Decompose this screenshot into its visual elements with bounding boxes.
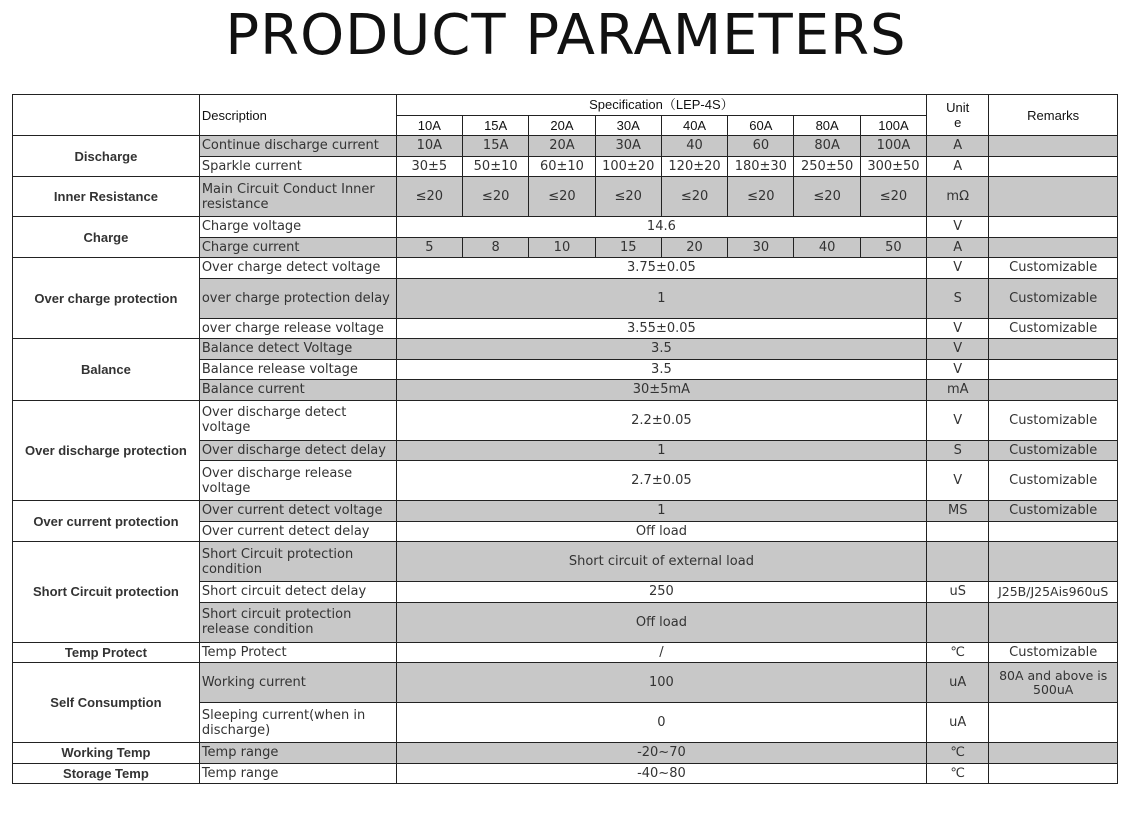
header-amp-40a: 40A	[661, 115, 727, 136]
header-amp-15a: 15A	[463, 115, 529, 136]
unit-cell: ℃	[927, 642, 989, 663]
category-cell: Storage Temp	[13, 763, 200, 784]
remarks-cell	[989, 743, 1118, 764]
description-cell: over charge release voltage	[199, 318, 396, 339]
unit-cell: MS	[927, 501, 989, 522]
spec-value-cell: 2.2±0.05	[396, 400, 926, 440]
description-cell: Short circuit protection release condition	[199, 602, 396, 642]
spec-value-cell: 50	[860, 237, 926, 258]
spec-value-cell: 180±30	[728, 156, 794, 177]
unit-cell: ℃	[927, 763, 989, 784]
spec-value-cell: 30±5mA	[396, 380, 926, 401]
spec-value-cell: 40	[794, 237, 860, 258]
description-cell: Temp range	[199, 763, 396, 784]
spec-value-cell: 40	[661, 136, 727, 157]
table-row	[13, 763, 1118, 784]
spec-value-cell: 3.5	[396, 339, 926, 360]
category-cell: Over charge protection	[13, 258, 200, 339]
unit-cell	[927, 542, 989, 582]
spec-value-cell: 300±50	[860, 156, 926, 177]
table-row	[13, 217, 1118, 238]
spec-value-cell: 5	[396, 237, 462, 258]
description-cell: Over discharge detect voltage	[199, 400, 396, 440]
spec-value-cell: 120±20	[661, 156, 727, 177]
description-cell: Main Circuit Conduct Inner resistance	[199, 177, 396, 217]
remarks-cell	[989, 542, 1118, 582]
spec-value-cell: ≤20	[728, 177, 794, 217]
unit-cell: mA	[927, 380, 989, 401]
remarks-cell	[989, 521, 1118, 542]
unit-cell: S	[927, 278, 989, 318]
table-row	[13, 177, 1118, 217]
description-cell: Over charge detect voltage	[199, 258, 396, 279]
spec-value-cell: 80A	[794, 136, 860, 157]
table-row	[13, 642, 1118, 663]
spec-value-cell: 10A	[396, 136, 462, 157]
description-cell: Over current detect voltage	[199, 501, 396, 522]
spec-value-cell: 1	[396, 501, 926, 522]
corner-cell	[13, 95, 200, 136]
spec-value-cell: 3.5	[396, 359, 926, 380]
unit-cell: V	[927, 461, 989, 501]
remarks-cell: Customizable	[989, 400, 1118, 440]
spec-value-cell: 100	[396, 663, 926, 703]
header-remarks: Remarks	[989, 95, 1118, 136]
header-amp-20a: 20A	[529, 115, 595, 136]
unit-cell: V	[927, 217, 989, 238]
unit-cell: A	[927, 136, 989, 157]
spec-value-cell: 1	[396, 440, 926, 461]
unit-cell: mΩ	[927, 177, 989, 217]
spec-value-cell: 1	[396, 278, 926, 318]
spec-value-cell: Off load	[396, 602, 926, 642]
remarks-cell	[989, 156, 1118, 177]
header-amp-60a: 60A	[728, 115, 794, 136]
header-specification: Specification（LEP-4S）	[396, 95, 926, 116]
unit-cell: V	[927, 339, 989, 360]
spec-value-cell: 15A	[463, 136, 529, 157]
spec-value-cell: 15	[595, 237, 661, 258]
spec-value-cell: 50±10	[463, 156, 529, 177]
remarks-cell: 80A and above is 500uA	[989, 663, 1118, 703]
category-cell: Working Temp	[13, 743, 200, 764]
remarks-cell	[989, 136, 1118, 157]
description-cell: over charge protection delay	[199, 278, 396, 318]
header-amp-30a: 30A	[595, 115, 661, 136]
remarks-cell	[989, 703, 1118, 743]
description-cell: Over current detect delay	[199, 521, 396, 542]
description-cell: Short Circuit protection condition	[199, 542, 396, 582]
remarks-cell: Customizable	[989, 461, 1118, 501]
unit-cell: uA	[927, 703, 989, 743]
table-row	[13, 663, 1118, 703]
remarks-cell	[989, 602, 1118, 642]
unit-cell: A	[927, 156, 989, 177]
spec-value-cell: 30A	[595, 136, 661, 157]
category-cell: Balance	[13, 339, 200, 401]
unit-cell: A	[927, 237, 989, 258]
description-cell: Over discharge release voltage	[199, 461, 396, 501]
description-cell: Balance release voltage	[199, 359, 396, 380]
unit-cell: uA	[927, 663, 989, 703]
remarks-cell	[989, 359, 1118, 380]
remarks-cell: Customizable	[989, 440, 1118, 461]
header-amp-100a: 100A	[860, 115, 926, 136]
spec-value-cell: 20	[661, 237, 727, 258]
spec-value-cell: 8	[463, 237, 529, 258]
spec-value-cell: ≤20	[396, 177, 462, 217]
category-cell: Charge	[13, 217, 200, 258]
table-row	[13, 339, 1118, 360]
spec-value-cell: Short circuit of external load	[396, 542, 926, 582]
table-row	[13, 400, 1118, 440]
spec-value-cell: ≤20	[595, 177, 661, 217]
header-description: Description	[199, 95, 396, 136]
spec-value-cell: -20~70	[396, 743, 926, 764]
description-cell: Sleeping current(when in discharge)	[199, 703, 396, 743]
spec-value-cell: 3.75±0.05	[396, 258, 926, 279]
remarks-cell	[989, 217, 1118, 238]
category-cell: Inner Resistance	[13, 177, 200, 217]
spec-value-cell: ≤20	[661, 177, 727, 217]
description-cell: Continue discharge current	[199, 136, 396, 157]
spec-value-cell: -40~80	[396, 763, 926, 784]
table-row	[13, 258, 1118, 279]
spec-value-cell: ≤20	[860, 177, 926, 217]
spec-value-cell: 100±20	[595, 156, 661, 177]
header-unit: Unit e	[927, 95, 989, 136]
description-cell: Temp range	[199, 743, 396, 764]
description-cell: Charge voltage	[199, 217, 396, 238]
spec-value-cell: 0	[396, 703, 926, 743]
unit-cell: V	[927, 400, 989, 440]
description-cell: Sparkle current	[199, 156, 396, 177]
remarks-cell	[989, 339, 1118, 360]
remarks-cell: Customizable	[989, 278, 1118, 318]
category-cell: Over current protection	[13, 501, 200, 542]
remarks-cell	[989, 237, 1118, 258]
unit-cell	[927, 521, 989, 542]
spec-value-cell: ≤20	[463, 177, 529, 217]
remarks-cell: Customizable	[989, 501, 1118, 522]
spec-value-cell: /	[396, 642, 926, 663]
spec-value-cell: 60±10	[529, 156, 595, 177]
header-row	[13, 95, 1118, 116]
category-cell: Discharge	[13, 136, 200, 177]
unit-cell: ℃	[927, 743, 989, 764]
description-cell: Short circuit detect delay	[199, 582, 396, 603]
unit-cell: uS	[927, 582, 989, 603]
header-amp-10a: 10A	[396, 115, 462, 136]
spec-value-cell: 2.7±0.05	[396, 461, 926, 501]
description-cell: Balance detect Voltage	[199, 339, 396, 360]
remarks-cell: Customizable	[989, 642, 1118, 663]
unit-cell: V	[927, 359, 989, 380]
description-cell: Balance current	[199, 380, 396, 401]
remarks-cell: J25B/J25Ais960uS	[989, 582, 1118, 603]
spec-value-cell: 10	[529, 237, 595, 258]
spec-value-cell: 250±50	[794, 156, 860, 177]
unit-cell: V	[927, 258, 989, 279]
remarks-cell	[989, 380, 1118, 401]
spec-value-cell: 100A	[860, 136, 926, 157]
description-cell: Charge current	[199, 237, 396, 258]
unit-cell: S	[927, 440, 989, 461]
spec-value-cell: 3.55±0.05	[396, 318, 926, 339]
remarks-cell	[989, 177, 1118, 217]
remarks-cell: Customizable	[989, 318, 1118, 339]
description-cell: Temp Protect	[199, 642, 396, 663]
spec-value-cell: 14.6	[396, 217, 926, 238]
spec-value-cell: ≤20	[529, 177, 595, 217]
spec-value-cell: 30	[728, 237, 794, 258]
category-cell: Temp Protect	[13, 642, 200, 663]
spec-value-cell: 20A	[529, 136, 595, 157]
unit-cell: V	[927, 318, 989, 339]
unit-cell	[927, 602, 989, 642]
spec-value-cell: ≤20	[794, 177, 860, 217]
description-cell: Working current	[199, 663, 396, 703]
description-cell: Over discharge detect delay	[199, 440, 396, 461]
category-cell: Over discharge protection	[13, 400, 200, 501]
table-row	[13, 542, 1118, 582]
parameters-table	[12, 94, 1118, 784]
spec-value-cell: 60	[728, 136, 794, 157]
category-cell: Self Consumption	[13, 663, 200, 743]
header-amp-80a: 80A	[794, 115, 860, 136]
category-cell: Short Circuit protection	[13, 542, 200, 643]
remarks-cell	[989, 763, 1118, 784]
table-row	[13, 743, 1118, 764]
spec-value-cell: 250	[396, 582, 926, 603]
table-row	[13, 136, 1118, 157]
table-row	[13, 501, 1118, 522]
spec-value-cell: Off load	[396, 521, 926, 542]
page-title: PRODUCT PARAMETERS	[225, 3, 907, 68]
remarks-cell: Customizable	[989, 258, 1118, 279]
spec-value-cell: 30±5	[396, 156, 462, 177]
